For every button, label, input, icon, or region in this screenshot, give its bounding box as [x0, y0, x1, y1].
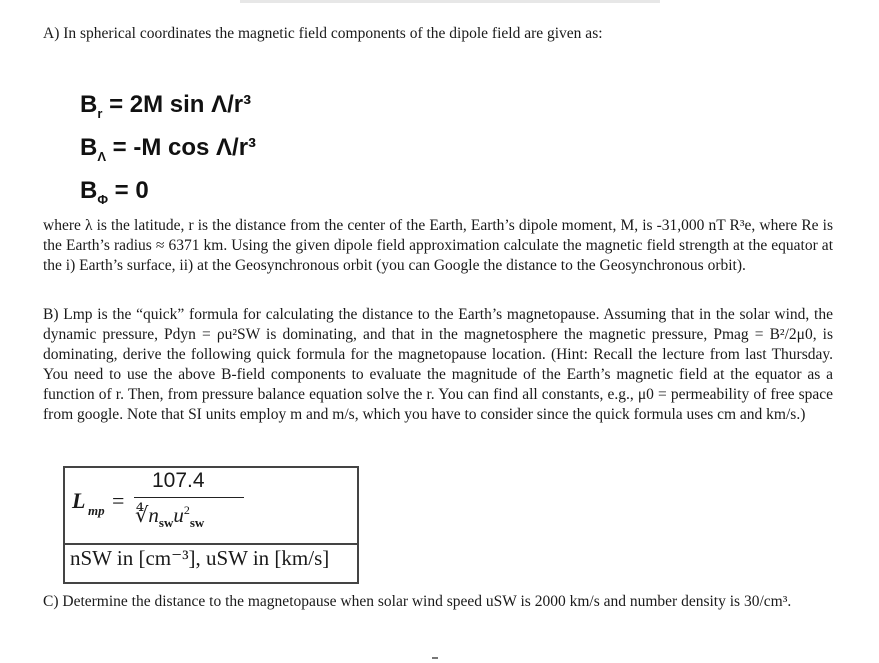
formula-lhs: L [72, 488, 86, 513]
dipole-equations [80, 88, 256, 217]
part-c-text: C) Determine the distance to the magnetopause when solar wind speed uSW is 2000 km/s and number density is 30/cm³. [43, 593, 792, 610]
part-a-text: where λ is the latitude, r is the distance from the center of the Earth, Earth’s dipole moment, M, is -31,000 nT R³e, where Re is the Earth’s radius ≈ 6371 km. Using the given dipole field approximation calculate the magnetic field strength at the equator at the i) Earth’s surface, ii) at the Geosynchronous orbit (you can Google the distance to the Geosynchronous orbit). [43, 217, 833, 274]
fraction-bar [134, 497, 244, 498]
formula-denominator: $∜n_{sw}u^2_{sw}$ [135, 503, 205, 530]
equation-br: $B_r = 2M$ sin Λ/r³ [80, 91, 252, 121]
formula-lhs-subscript: mp [88, 503, 105, 518]
part-a-intro: A) In spherical coordinates the magnetic field components of the dipole field are given as: [43, 25, 603, 42]
formula-units: nSW in [cm⁻³], uSW in [km/s] [70, 546, 330, 570]
cropped-next-line [432, 657, 438, 659]
formula-equals: = [112, 488, 125, 513]
part-b-text: B) Lmp is the “quick” formula for calculating the distance to the Earth’s magnetopause. Assuming that in the solar wind, the dynamic pressure, Pdyn = ρu²SW is dominating, and that in the magnetosphere the magnetic pressure, Pmag = B²/2μ0, is dominating, derive the following quick formula for the magnetopause location. (Hint: Recall the lecture from last Thursday. You need to use the above B-field components to evaluate the magnitude of the Earth’s magnetic field at the equator as a function of r. Then, from pressure balance equation solve the r. You can find all constants, e.g., μ0 = permeability of free space from google. Note that SI units employ m and m/s, which you have to consider since the quick formula uses cm and km/s.) [43, 306, 833, 423]
equation-bphi: $B_\Phi = 0$ [80, 177, 149, 207]
cropped-previous-line [240, 0, 660, 3]
equation-blambda: $B_\Lambda = -M$ cos Λ/r³ [80, 134, 257, 164]
formula-numerator: 107.4 [152, 469, 205, 492]
